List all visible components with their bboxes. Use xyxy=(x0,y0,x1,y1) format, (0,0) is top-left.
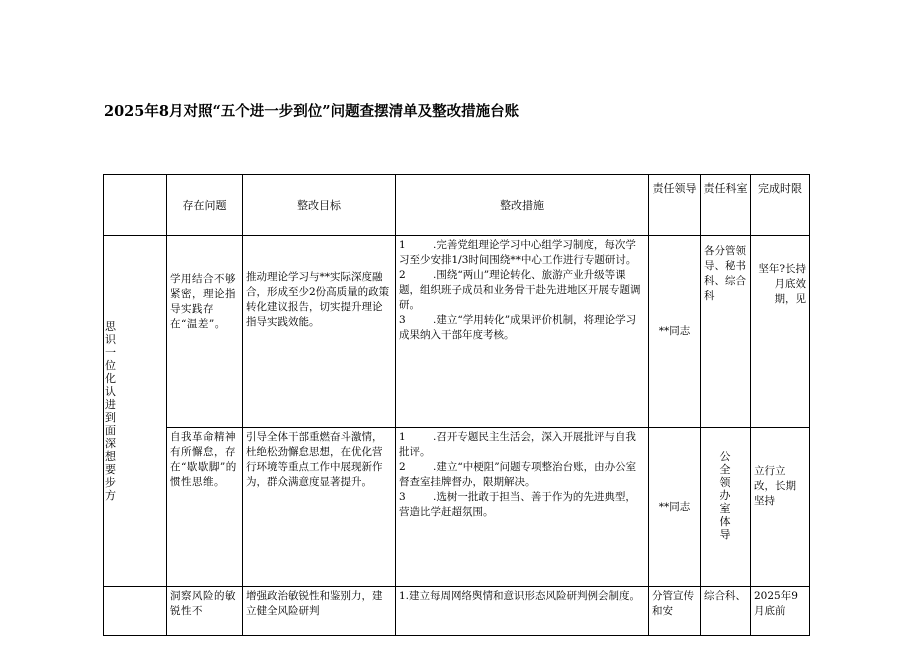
header-department: 责任科室 xyxy=(701,175,751,236)
leader-cell: 分管宣传和安 xyxy=(649,587,701,636)
table-row xyxy=(104,236,810,428)
measure-item: 1 .完善党组理论学习中心组学习制度，每次学习至少安排1/3时间围绕**中心工作进行专题研讨。 xyxy=(399,239,637,266)
goal-cell: 增强政治敏锐性和鉴别力，建立健全风险研判 xyxy=(243,587,396,636)
department-cell: 综合科、 xyxy=(701,587,751,636)
category-cell-empty xyxy=(104,587,167,636)
header-category xyxy=(104,175,167,236)
category-cell xyxy=(104,236,167,587)
problem-cell: 自我革命精神有所懈怠，存在“歇歇脚”的惯性思维。 xyxy=(167,428,243,587)
header-problem: 存在问题 xyxy=(167,175,243,236)
measures-cell xyxy=(396,587,649,636)
table-row xyxy=(104,587,810,636)
header-goal: 整改目标 xyxy=(243,175,396,236)
deadline-cell: 坚年?长持月底效期，见 xyxy=(751,236,810,428)
measure-item: 1.建立每周网络舆情和意识形态风险研判例会制度。 xyxy=(399,590,641,602)
deadline-cell: 立行立改，长期坚持 xyxy=(751,428,810,587)
measure-item: 1 .召开专题民主生活会，深入开展批评与自我批评。 xyxy=(399,431,636,458)
measure-item: 2 .围绕“两山”理论转化、旅游产业升级等课题，组织班子成员和业务骨干赴先进地区开展专题调研。 xyxy=(399,269,641,311)
header-leader: 责任领导 xyxy=(649,175,701,236)
rectification-ledger-table xyxy=(103,174,810,636)
deadline-cell: 2025年9月底前 xyxy=(751,587,810,636)
measure-item: 2 .建立“中梗阻”问题专项整治台账，由办公室督查室挂牌督办，限期解决。 xyxy=(399,461,637,488)
table-row xyxy=(104,428,810,587)
measures-cell xyxy=(396,236,649,428)
problem-cell: 学用结合不够紧密，理论指导实践存在“温差”。 xyxy=(167,236,243,428)
table-header-row xyxy=(104,175,810,236)
leader-cell: **同志 xyxy=(649,428,701,587)
header-measures: 整改措施 xyxy=(396,175,649,236)
header-deadline: 完成时限 xyxy=(751,175,810,236)
department-cell: 各分管领导、秘书科、综合科 xyxy=(701,236,751,428)
page-title: 2025年8月对照“五个进一步到位”问题查摆清单及整改措施台账 xyxy=(104,103,520,120)
measure-item: 3 .选树一批敢于担当、善于作为的先进典型，营造比学赶超氛围。 xyxy=(399,491,636,518)
leader-cell: **同志 xyxy=(649,236,701,428)
category-label: 思识一位化认进到面深想要步方 xyxy=(105,320,116,502)
goal-cell: 推动理论学习与**实际深度融合，形成至少2份高质量的政策转化建议报告，切实提升理论指导实践效能。 xyxy=(243,236,396,428)
measures-cell xyxy=(396,428,649,587)
goal-cell: 引导全体干部重燃奋斗激情，杜绝松劲懈怠思想，在优化营行环境等重点工作中展现新作为，群众满意度显著提升。 xyxy=(243,428,396,587)
department-cell xyxy=(701,428,751,587)
problem-cell: 洞察风险的敏锐性不 xyxy=(167,587,243,636)
department-vertical-text: 公全领办室体导 xyxy=(719,450,731,541)
measure-item: 3 .建立“学用转化”成果评价机制，将理论学习成果纳入干部年度考核。 xyxy=(399,314,637,341)
